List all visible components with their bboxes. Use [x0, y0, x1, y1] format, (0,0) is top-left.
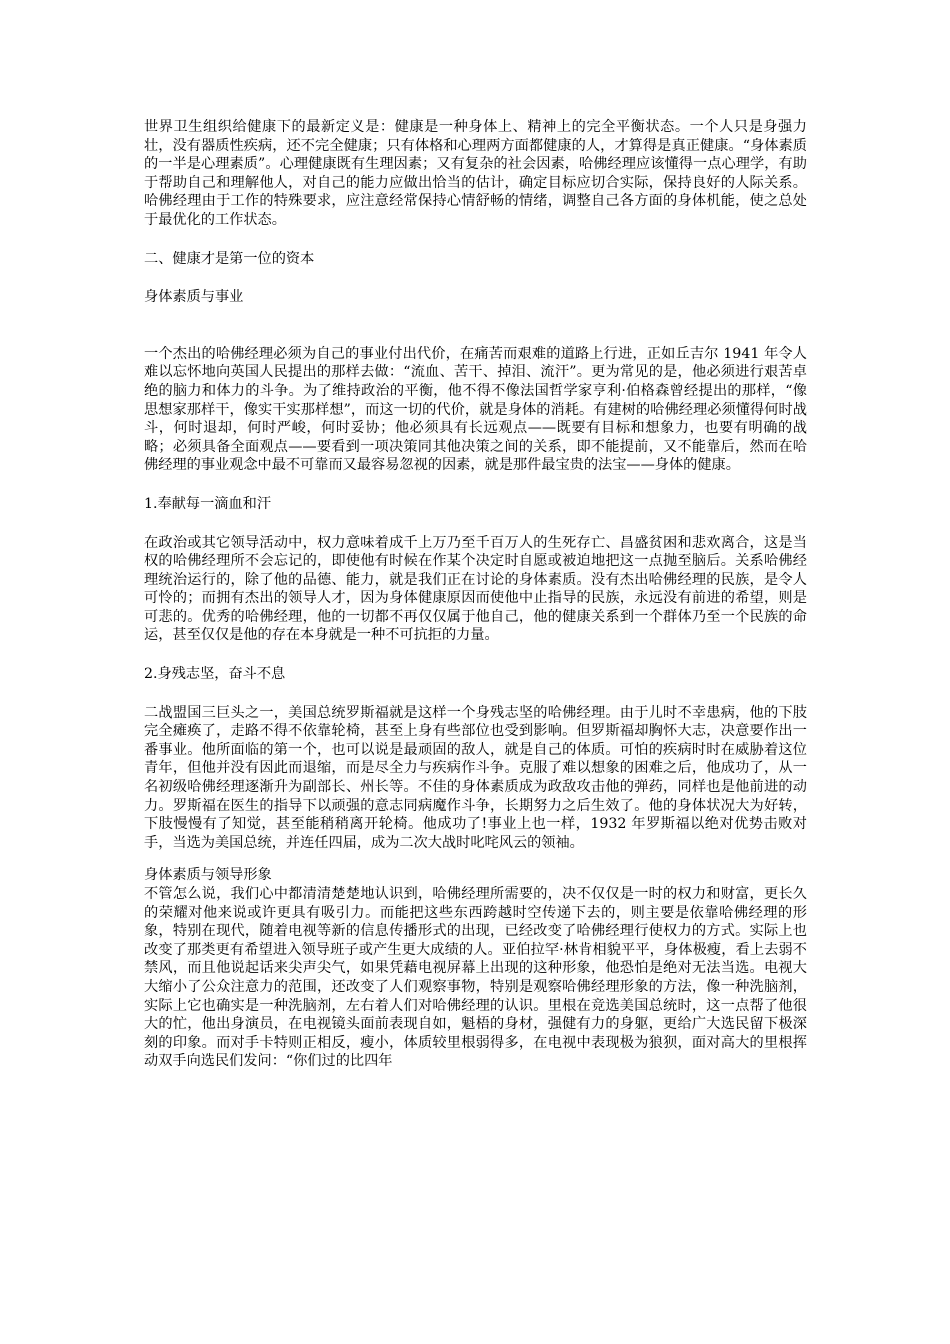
subheading-physique-and-career: 身体素质与事业 — [144, 289, 244, 306]
document-page — [144, 118, 807, 1071]
section-heading-health-capital: 二、健康才是第一位的资本 — [144, 250, 315, 267]
paragraph-power-and-health: 在政治或其它领导活动中，权力意味着成千上万乃至千百万人的生死存亡、昌盛贫困和悲欢离合，这是当权的哈佛经理所不会忘记的，即使他有时候在作某个决定时自愿或被迫地把这一点抛至脑后。关系哈佛经理统治运行的，除了他的品德、能力，就是我们正在讨论的身体素质。没有杰出哈佛经理的民族，是令人可怜的；而拥有杰出的领导人才，因为身体健康原因而使他中止指导的民族，永远没有前进的希望，则是可悲的。优秀的哈佛经理，他的一切都不再仅仅属于他自己，他的健康关系到一个群体乃至一个民族的命运，甚至仅仅是他的存在本身就是一种不可抗拒的力量。 — [144, 534, 807, 644]
paragraph-leader-image: 不管怎么说，我们心中都清清楚楚地认识到，哈佛经理所需要的，决不仅仅是一时的权力和财富，更长久的荣耀对他来说或许更具有吸引力。而能把这些东西跨越时空传递下去的，则主要是依靠哈佛经理的形象，特别在现代，随着电视等新的信息传播形式的出现，已经改变了哈佛经理行使权力的方式。实际上也改变了那类更有希望进入领导班子或产生更大成绩的人。亚伯拉罕·林肯相貌平平，身体极瘦，看上去弱不禁风，而且他说起话来尖声尖气，如果凭藉电视屏幕上出现的这种形象，他恐怕是绝对无法当选。电视大大缩小了公众注意力的范围，还改变了人们观察事物，特别是观察哈佛经理形象的方法，像一种洗脑剂，实际上它也确实是一种洗脑剂，左右着人们对哈佛经理的认识。里根在竞选美国总统时，这一点帮了他很大的忙，他出身演员，在电视镜头面前表现自如，魁梧的身材，强健有力的身躯，更给广大选民留下极深刻的印象。而对手卡特则正相反，瘦小，体质较里根弱得多，在电视中表现极为狼狈，面对高大的里根挥动双手向选民们发问：“你们过的比四年 — [144, 886, 807, 1070]
subheading-disabled-but-determined: 2.身残志坚，奋斗不息 — [144, 666, 286, 683]
paragraph-career-cost: 一个杰出的哈佛经理必须为自己的事业付出代价，在痛苦而艰难的道路上行进，正如丘吉尔 1941 年令人难以忘怀地向英国人民提出的那样去做：“流血、苦干、掉泪、流汗”。更为常见的是，他必须进行艰苦卓绝的脑力和体力的斗争。为了维持政治的平衡，他不得不像法国哲学家亨利·伯格森曾经提出的那样，“像思想家那样干，像实干实那样想”，而这一切的代价，就是身体的消耗。有建树的哈佛经理必须懂得何时战斗，何时退却，何时严峻，何时妥协；他必须具有长远观点——既要有目标和想象力，也要有明确的战略；必须具备全面观点——要看到一项决策同其他决策之间的关系，即不能提前，又不能靠后，然而在哈佛经理的事业观念中最不可靠而又最容易忽视的因素，就是那件最宝贵的法宝——身体的健康。 — [144, 345, 807, 474]
subheading-physique-and-image: 身体素质与领导形象 — [144, 867, 272, 884]
subheading-blood-and-sweat: 1.奉献每一滴血和汗 — [144, 495, 272, 512]
paragraph-roosevelt: 二战盟国三巨头之一，美国总统罗斯福就是这样一个身残志坚的哈佛经理。由于儿时不幸患病，他的下肢完全瘫痪了，走路不得不依靠轮椅，甚至上身有些部位也受到影响。但罗斯福却胸怀大志，决意要作出一番事业。他所面临的第一个，也可以说是最顽固的敌人，就是自己的体质。可怕的疾病时时在威胁着这位青年，但他并没有因此而退缩，而是尽全力与疾病作斗争。克服了难以想象的困难之后，他成功了，从一名初级哈佛经理逐渐升为副部长、州长等。不佳的身体素质成为政敌攻击他的弹药，同样也是他前进的动力。罗斯福在医生的指导下以顽强的意志同病魔作斗争，长期努力之后生效了。他的身体状况大为好转，下肢慢慢有了知觉，甚至能稍稍离开轮椅。他成功了!事业上也一样，1932 年罗斯福以绝对优势击败对手，当选为美国总统，并连任四届，成为二次大战时叱咤风云的领袖。 — [144, 704, 807, 851]
paragraph-health-definition: 世界卫生组织给健康下的最新定义是：健康是一种身体上、精神上的完全平衡状态。一个人只是身强力壮，没有器质性疾病，还不完全健康；只有体格和心理两方面都健康的人，才算得是真正健康。“身体素质的一半是心理素质”。心理健康既有生理因素；又有复杂的社会因素，哈佛经理应该懂得一点心理学，有助于帮助自己和理解他人，对自己的能力应做出恰当的估计，确定目标应切合实际，保持良好的人际关系。哈佛经理由于工作的特殊要求，应注意经常保持心情舒畅的情绪，调整自己各方面的身体机能，使之总处于最优化的工作状态。 — [144, 119, 807, 228]
